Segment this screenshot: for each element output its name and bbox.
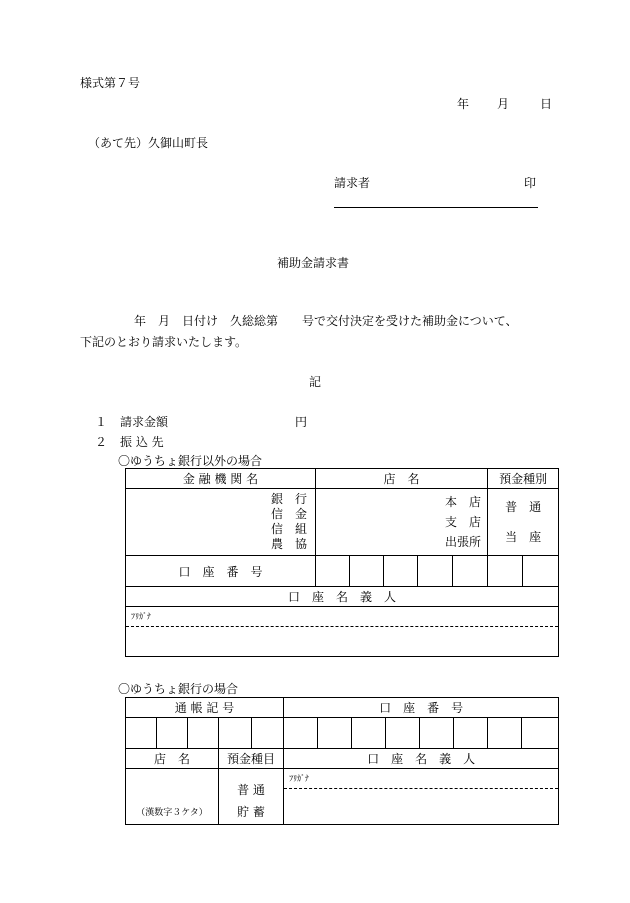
account-digit-cell[interactable] [522,718,559,749]
date-day-label: 日 [540,97,553,111]
branch-name-header: 店 名 [316,469,488,489]
body-line-1: 年 月 日付け 久総総第 号で交付決定を受けた補助金について、 [134,314,518,328]
date-year-label: 年 [457,97,470,111]
institution-name-header: 金 融 機 関 名 [126,469,316,489]
passbook-digit-cell[interactable] [188,718,219,749]
account-digit-cell[interactable] [488,556,523,587]
seal-mark: 印 [524,176,537,190]
branch-name-header: 店 名 [126,749,219,769]
account-number-label: 口 座 番 号 [126,556,316,587]
furigana-label: ﾌﾘｶﾞﾅ [131,612,151,621]
body-line-2: 下記のとおり請求いたします。 [80,335,248,349]
branch-name-cell[interactable] [316,489,488,556]
institution-type-shinkumi: 信 組 [270,522,307,536]
item-1-label: 請求金額 [120,415,169,429]
deposit-type-cell[interactable] [488,489,559,556]
passbook-digit-cell[interactable] [252,718,284,749]
account-number-header: 口 座 番 号 [284,698,559,718]
yucho-bank-table [125,697,559,825]
account-digit-cell[interactable] [352,718,386,749]
item-1-number: １ [95,415,108,429]
deposit-type-header: 預金種目 [219,749,284,769]
account-holder-cell[interactable] [284,769,559,825]
item-1-unit: 円 [295,415,308,429]
institution-name-cell[interactable] [126,489,316,556]
account-digit-cell[interactable] [488,718,522,749]
claimant-signature-line[interactable] [334,207,538,208]
account-holder-header: 口 座 名 義 人 [284,749,559,769]
section-2-heading: 〇ゆうちょ銀行の場合 [118,682,239,696]
branch-type-sub-office: 出張所 [445,535,482,549]
furigana-divider [126,626,558,627]
passbook-digit-cell[interactable] [219,718,252,749]
account-digit-cell[interactable] [316,556,350,587]
deposit-type-savings: 貯 蓄 [237,804,265,819]
account-digit-cell[interactable] [284,718,318,749]
deposit-type-ordinary: 普 通 [505,500,542,514]
branch-type-branch: 支 店 [445,515,482,529]
branch-name-cell[interactable] [126,769,219,825]
deposit-type-current: 当 座 [505,530,542,544]
account-digit-cell[interactable] [318,718,352,749]
claimant-label: 請求者 [334,176,371,190]
branch-type-main: 本 店 [445,495,482,509]
document-title: 補助金請求書 [277,256,350,270]
account-digit-cell[interactable] [453,556,488,587]
passbook-digit-cell[interactable] [157,718,188,749]
deposit-type-ordinary: 普 通 [237,782,265,797]
account-digit-cell[interactable] [386,718,420,749]
passbook-digit-cell[interactable] [126,718,157,749]
deposit-type-cell[interactable] [219,769,284,825]
section-1-heading: 〇ゆうちょ銀行以外の場合 [118,454,263,468]
ki-heading: 記 [309,375,322,389]
account-holder-header: 口 座 名 義 人 [126,587,559,607]
institution-type-nokyo: 農 協 [270,537,307,551]
passbook-symbol-header: 通 帳 記 号 [126,698,284,718]
account-digit-cell[interactable] [420,718,454,749]
kanji-digits-note: （漢数字３ケタ） [136,808,208,818]
date-month-label: 月 [497,97,510,111]
form-number: 様式第７号 [80,76,141,90]
account-digit-cell[interactable] [454,718,488,749]
non-yucho-bank-table [125,468,559,657]
item-2-number: ２ [95,435,108,449]
addressee: （あて先）久御山町長 [88,136,209,150]
account-digit-cell[interactable] [523,556,559,587]
account-holder-cell[interactable] [126,607,559,657]
account-digit-cell[interactable] [350,556,384,587]
deposit-type-header: 預金種別 [488,469,559,489]
institution-type-shinkin: 信 金 [270,507,307,521]
account-digit-cell[interactable] [384,556,418,587]
item-2-label: 振 込 先 [120,435,164,449]
account-digit-cell[interactable] [418,556,453,587]
furigana-divider [284,788,558,789]
institution-type-bank: 銀 行 [270,492,307,506]
furigana-label: ﾌﾘｶﾞﾅ [289,774,310,783]
